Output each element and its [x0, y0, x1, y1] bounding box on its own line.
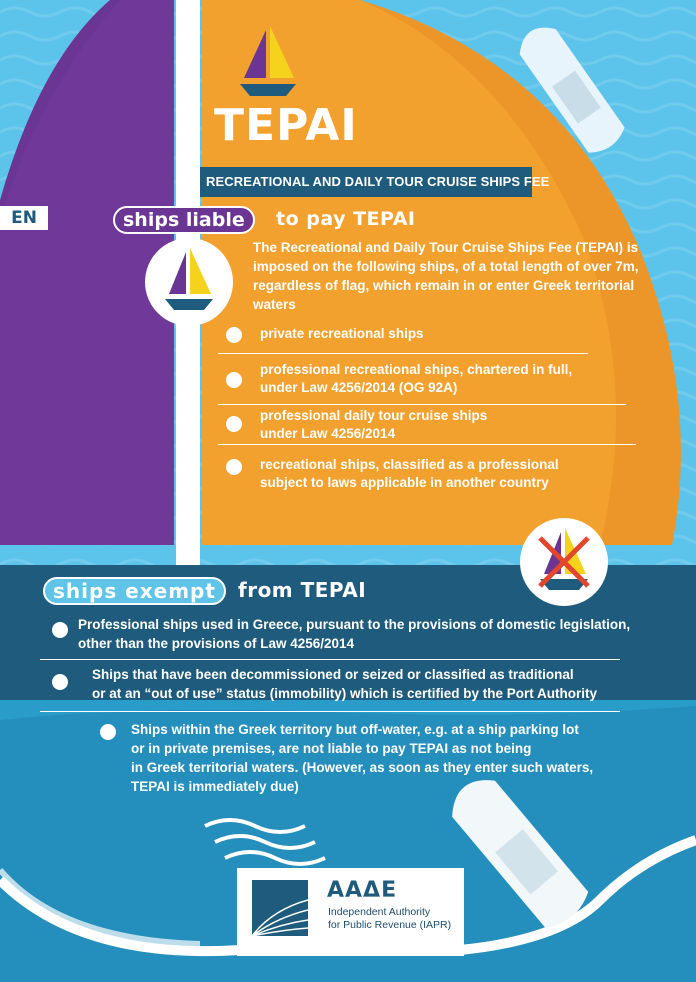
footer-org [328, 906, 458, 932]
footer-brand: ΑΑΔΕ [327, 878, 398, 903]
exempt-item-line: in Greek territorial waters. (However, as soon as they enter such waters, [131, 760, 594, 775]
no-sailboat-icon [520, 518, 608, 606]
liable-item-line: private recreational ships [260, 326, 424, 341]
exempt-item-line: Ships that have been decommissioned or seized or classified as traditional [92, 667, 574, 682]
language-badge[interactable]: EN [0, 206, 48, 230]
liable-item [260, 361, 572, 397]
divider [218, 444, 636, 445]
liable-item-line: recreational ships, classified as a professional [260, 457, 559, 472]
liable-item [260, 456, 559, 492]
exempt-item [131, 720, 593, 796]
page-title: TEPAI [214, 100, 358, 151]
liable-item [260, 325, 424, 343]
bullet-icon [52, 674, 68, 690]
liable-item-line: professional recreational ships, chartered in full, [260, 362, 573, 377]
liable-item-line: subject to laws applicable in another country [260, 475, 549, 490]
exempt-item-line: Professional ships used in Greece, pursuant to the provisions of domestic legislation, [78, 617, 631, 632]
sailboat-icon [145, 238, 233, 326]
aade-logo-icon [252, 880, 308, 936]
liable-item-line: under Law 4256/2014 (OG 92A) [260, 380, 458, 395]
liable-intro: The Recreational and Daily Tour Cruise Ships Fee (TEPAI) is imposed on the following ships, of a total length of over 7m, regardless of flag, which remain in or enter Greek territorial waters [253, 240, 639, 312]
divider [40, 659, 620, 660]
bullet-icon [226, 327, 242, 343]
liable-heading-highlight: ships liable [113, 206, 255, 234]
exempt-item-line: Ships within the Greek territory but off-water, e.g. at a ship parking lot [131, 722, 579, 737]
liable-heading-rest: to pay TEPAI [276, 208, 416, 230]
bullet-icon [226, 416, 242, 432]
website-url[interactable]: www.aade.gr/polites/etepai [181, 318, 197, 560]
exempt-item [92, 665, 597, 703]
divider [40, 711, 620, 712]
exempt-item [78, 615, 630, 653]
subtitle: RECREATIONAL AND DAILY TOUR CRUISE SHIPS FEE [206, 174, 550, 189]
exempt-item-line: other than the provisions of Law 4256/2014 [78, 636, 355, 651]
exempt-heading-rest: from TEPAI [238, 578, 367, 602]
liable-item-line: under Law 4256/2014 [260, 426, 396, 441]
liable-item-line: professional daily tour cruise ships [260, 408, 488, 423]
divider [218, 353, 588, 354]
divider [218, 404, 626, 405]
exempt-heading-highlight: ships exempt [43, 577, 226, 605]
exempt-item-line: or at an “out of use” status (immobility) which is certified by the Port Authority [92, 686, 598, 701]
liable-item [260, 407, 487, 443]
bullet-icon [52, 622, 68, 638]
footer-org-line: Independent Authority [328, 906, 431, 918]
bullet-icon [226, 372, 242, 388]
bullet-icon [226, 459, 242, 475]
footer-org-line: for Public Revenue (IAPR) [328, 919, 452, 931]
exempt-item-line: TEPAI is immediately due) [131, 779, 299, 794]
bullet-icon [100, 724, 116, 740]
exempt-item-line: or in private premises, are not liable to pay TEPAI as not being [131, 741, 532, 756]
